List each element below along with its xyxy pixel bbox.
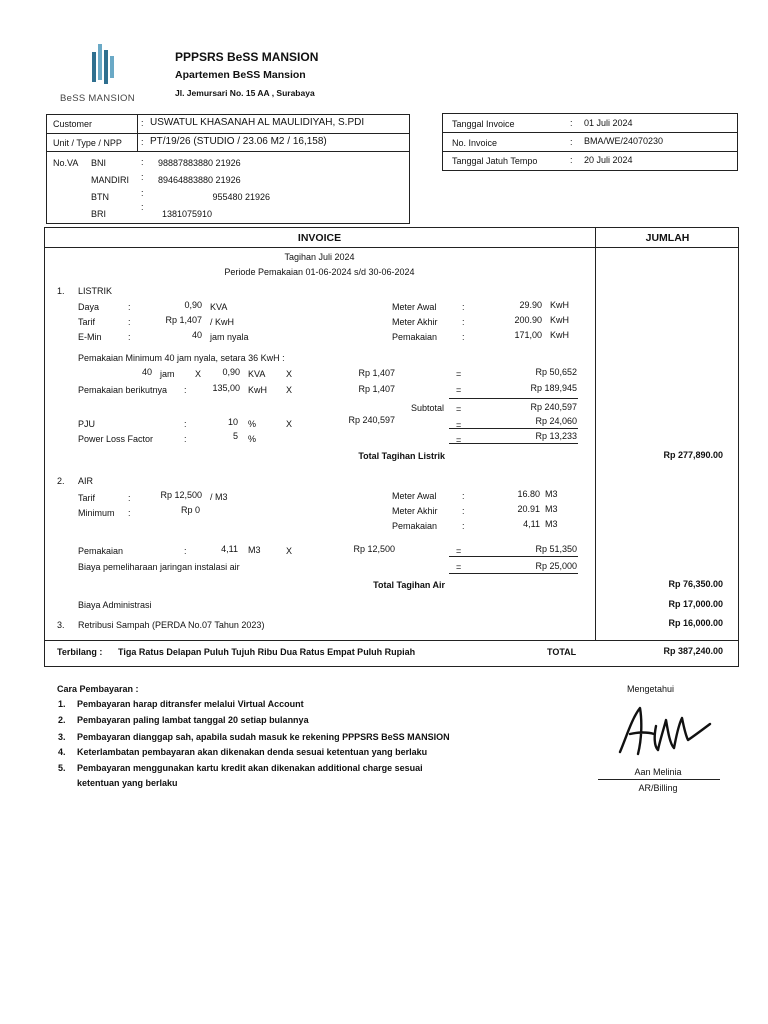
- payment-item-number: 4.: [58, 747, 66, 757]
- next-total: Rp 189,945: [530, 383, 577, 393]
- logo-brand-text: BeSS MANSION: [60, 93, 135, 104]
- min-rate: Rp 1,407: [358, 368, 395, 378]
- air-meter-awal-value: 16.80: [517, 489, 540, 499]
- next-usage-value: 135,00: [212, 383, 240, 393]
- air-meter-akhir-unit: M3: [545, 504, 558, 514]
- multiply-sign: X: [286, 385, 293, 395]
- air-tarif-value: Rp 12,500: [160, 490, 202, 500]
- bank-name: BTN: [91, 192, 109, 202]
- air-minimum-label: Minimum: [78, 508, 115, 518]
- pju-unit: %: [248, 419, 257, 429]
- colon: :: [462, 491, 465, 501]
- air-minimum-value: Rp 0: [180, 505, 200, 515]
- jumlah-column-header: JUMLAH: [645, 232, 690, 244]
- equals-sign: =: [456, 562, 462, 572]
- air-maintenance-rule: [449, 573, 578, 574]
- equals-sign: =: [456, 546, 462, 556]
- colon: :: [570, 155, 573, 165]
- colon: :: [141, 137, 144, 147]
- colon: :: [462, 332, 465, 342]
- colon: :: [184, 546, 187, 556]
- colon: :: [462, 506, 465, 516]
- admin-fee-label: Biaya Administrasi: [78, 600, 152, 610]
- meter-akhir-unit: KwH: [550, 315, 570, 325]
- emin-label: E-Min: [78, 332, 102, 342]
- va-number: 98887883880 21926: [158, 158, 241, 168]
- terbilang-label: Terbilang :: [57, 647, 103, 657]
- payment-item-number: 3.: [58, 732, 66, 742]
- invoice-date-value: 01 Juli 2024: [584, 118, 633, 128]
- air-pemakaian-label: Pemakaian: [392, 521, 438, 531]
- payment-item-number: 2.: [58, 715, 66, 725]
- invoice-column-header: INVOICE: [297, 232, 342, 244]
- colon: :: [128, 508, 131, 518]
- air-pemakaian-unit: M3: [545, 519, 558, 529]
- unit-label: Unit / Type / NPP: [53, 138, 122, 148]
- plf-rule: [449, 443, 578, 444]
- multiply-sign: X: [286, 419, 293, 429]
- section-number: 1.: [57, 286, 65, 296]
- payment-item: Pembayaran paling lambat tanggal 20 setiap bulannya: [77, 715, 309, 725]
- air-usage-unit: M3: [248, 545, 261, 555]
- colon: :: [128, 332, 131, 342]
- admin-fee-value: Rp 17,000.00: [668, 599, 723, 609]
- pju-label: PJU: [78, 419, 96, 429]
- pju-total: Rp 24,060: [535, 416, 577, 426]
- air-meter-awal-unit: M3: [545, 489, 558, 499]
- meter-akhir-label: Meter Akhir: [392, 317, 438, 327]
- air-meter-akhir-label: Meter Akhir: [392, 506, 438, 516]
- air-maintenance-label: Biaya pemeliharaan jaringan instalasi air: [78, 562, 240, 572]
- min-kva-unit: KVA: [248, 369, 266, 379]
- payment-item: Keterlambatan pembayaran akan dikenakan denda sesuai ketentuan yang berlaku: [77, 747, 428, 757]
- due-date-label: Tanggal Jatuh Tempo: [452, 156, 538, 166]
- air-pemakaian-value: 4,11: [523, 519, 540, 529]
- plf-total: Rp 13,233: [535, 431, 577, 441]
- listrik-total-label: Total Tagihan Listrik: [358, 451, 445, 461]
- payment-item: Pembayaran dianggap sah, apabila sudah masuk ke rekening PPPSRS BeSS MANSION: [77, 732, 450, 742]
- customer-label: Customer: [53, 119, 93, 129]
- colon: :: [141, 157, 144, 167]
- pemakaian-unit: KwH: [550, 330, 570, 340]
- minimum-usage-note: Pemakaian Minimum 40 jam nyala, setara 36 KwH :: [78, 353, 285, 363]
- logo-mark-icon: [58, 38, 146, 90]
- daya-unit: KVA: [210, 302, 228, 312]
- equals-sign: =: [456, 420, 462, 430]
- daya-label: Daya: [78, 302, 100, 312]
- air-tarif-label: Tarif: [78, 493, 96, 503]
- colon: :: [184, 419, 187, 429]
- pemakaian-label: Pemakaian: [392, 332, 438, 342]
- min-hours: 40: [141, 367, 152, 377]
- multiply-sign: X: [286, 546, 293, 556]
- plf-value: 5: [232, 431, 238, 441]
- bank-name: MANDIRI: [91, 175, 129, 185]
- equals-sign: =: [456, 404, 462, 414]
- tarif-value: Rp 1,407: [165, 315, 202, 325]
- payment-item: Pembayaran harap ditransfer melalui Virtual Account: [77, 699, 304, 709]
- signature-icon: [612, 700, 716, 762]
- emin-unit: jam nyala: [210, 332, 249, 342]
- colon: :: [462, 302, 465, 312]
- due-date-value: 20 Juli 2024: [584, 155, 633, 165]
- va-number: 1381075910: [162, 209, 213, 219]
- air-maintenance-total: Rp 25,000: [535, 561, 577, 571]
- org-subtitle: Apartemen BeSS Mansion: [175, 69, 306, 81]
- air-usage-label: Pemakaian: [78, 546, 124, 556]
- colon: :: [141, 188, 144, 198]
- payment-item: Pembayaran menggunakan kartu kredit akan dikenakan additional charge sesuai: [77, 763, 423, 773]
- listrik-total-value: Rp 277,890.00: [663, 450, 723, 460]
- min-kva: 0,90: [222, 367, 240, 377]
- pemakaian-value: 171,00: [514, 330, 542, 340]
- total-value: Rp 387,240.00: [663, 646, 723, 656]
- air-usage-value: 4,11: [221, 544, 238, 554]
- payment-item-continued: ketentuan yang berlaku: [77, 778, 178, 788]
- colon: :: [141, 202, 144, 212]
- colon: :: [141, 172, 144, 182]
- section-number: 2.: [57, 476, 65, 486]
- bank-name: BNI: [91, 158, 107, 168]
- air-usage-total: Rp 51,350: [535, 544, 577, 554]
- daya-value: 0,90: [184, 300, 202, 310]
- invoice-no-value: BMA/WE/24070230: [584, 136, 664, 146]
- next-rate: Rp 1,407: [358, 384, 395, 394]
- colon: :: [184, 434, 187, 444]
- equals-sign: =: [456, 385, 462, 395]
- org-address: Jl. Jemursari No. 15 AA , Surabaya: [175, 88, 315, 98]
- signature-label: Mengetahui: [627, 684, 675, 694]
- customer-value: USWATUL KHASANAH AL MAULIDIYAH, S.PDI: [150, 117, 365, 128]
- colon: :: [462, 521, 465, 531]
- meter-awal-value: 29.90: [519, 300, 542, 310]
- org-name: PPPSRS BeSS MANSION: [175, 50, 319, 64]
- period-title: Tagihan Juli 2024: [284, 252, 355, 262]
- air-usage-rate: Rp 12,500: [353, 544, 395, 554]
- colon: :: [128, 317, 131, 327]
- sampah-value: Rp 16,000.00: [668, 618, 723, 628]
- min-hours-unit: jam: [160, 369, 175, 379]
- multiply-sign: X: [286, 369, 293, 379]
- next-usage-label: Pemakaian berikutnya: [78, 385, 168, 395]
- sampah-label: Retribusi Sampah (PERDA No.07 Tahun 2023): [78, 620, 265, 630]
- air-meter-awal-label: Meter Awal: [392, 491, 437, 501]
- va-number: 955480 21926: [212, 192, 270, 202]
- signatory-role: AR/Billing: [638, 783, 678, 793]
- min-total: Rp 50,652: [535, 367, 577, 377]
- air-meter-akhir-value: 20.91: [517, 504, 540, 514]
- colon: :: [184, 385, 187, 395]
- subtotal-label: Subtotal: [410, 403, 444, 413]
- payment-item-number: 5.: [58, 763, 66, 773]
- total-label: TOTAL: [547, 647, 577, 657]
- colon: :: [462, 317, 465, 327]
- pju-rule: [449, 428, 578, 429]
- signature-rule: [598, 779, 720, 780]
- air-total-label: Total Tagihan Air: [373, 580, 445, 590]
- colon: :: [128, 302, 131, 312]
- unit-value: PT/19/26 (STUDIO / 23.06 M2 / 16,158): [150, 136, 327, 147]
- air-total-value: Rp 76,350.00: [668, 579, 723, 589]
- air-title: AIR: [78, 476, 94, 486]
- customer-box: [46, 114, 410, 224]
- va-label: No.VA: [53, 158, 79, 168]
- meter-akhir-value: 200.90: [514, 315, 542, 325]
- tarif-unit: / KwH: [210, 317, 235, 327]
- colon: :: [141, 118, 144, 128]
- section-number: 3.: [57, 620, 65, 630]
- company-logo: [58, 38, 146, 106]
- invoice-no-label: No. Invoice: [452, 138, 498, 148]
- multiply-sign: X: [195, 369, 202, 379]
- equals-sign: =: [456, 369, 462, 379]
- pju-base: Rp 240,597: [348, 415, 395, 425]
- equals-sign: =: [456, 435, 462, 445]
- signatory-name: Aan Melinia: [634, 767, 682, 777]
- listrik-title: LISTRIK: [78, 286, 113, 296]
- meter-awal-label: Meter Awal: [392, 302, 437, 312]
- air-usage-rule: [449, 556, 578, 557]
- colon: :: [128, 493, 131, 503]
- colon: :: [570, 137, 573, 147]
- colon: :: [570, 118, 573, 128]
- payment-title: Cara Pembayaran :: [57, 684, 139, 694]
- plf-label: Power Loss Factor: [78, 434, 154, 444]
- plf-unit: %: [248, 434, 257, 444]
- next-usage-unit: KwH: [248, 385, 268, 395]
- air-tarif-unit: / M3: [210, 492, 228, 502]
- payment-item-number: 1.: [58, 699, 66, 709]
- terbilang-value: Tiga Ratus Delapan Puluh Tujuh Ribu Dua Ratus Empat Puluh Rupiah: [118, 647, 416, 657]
- subtotal-value: Rp 240,597: [530, 402, 577, 412]
- tarif-label: Tarif: [78, 317, 96, 327]
- emin-value: 40: [191, 330, 202, 340]
- bank-name: BRI: [91, 209, 107, 219]
- invoice-date-label: Tanggal Invoice: [452, 119, 515, 129]
- subtotal-rule: [449, 398, 578, 399]
- period-range: Periode Pemakaian 01-06-2024 s/d 30-06-2024: [224, 267, 415, 277]
- meter-awal-unit: KwH: [550, 300, 570, 310]
- pju-value: 10: [227, 417, 238, 427]
- va-number: 89464883880 21926: [158, 175, 241, 185]
